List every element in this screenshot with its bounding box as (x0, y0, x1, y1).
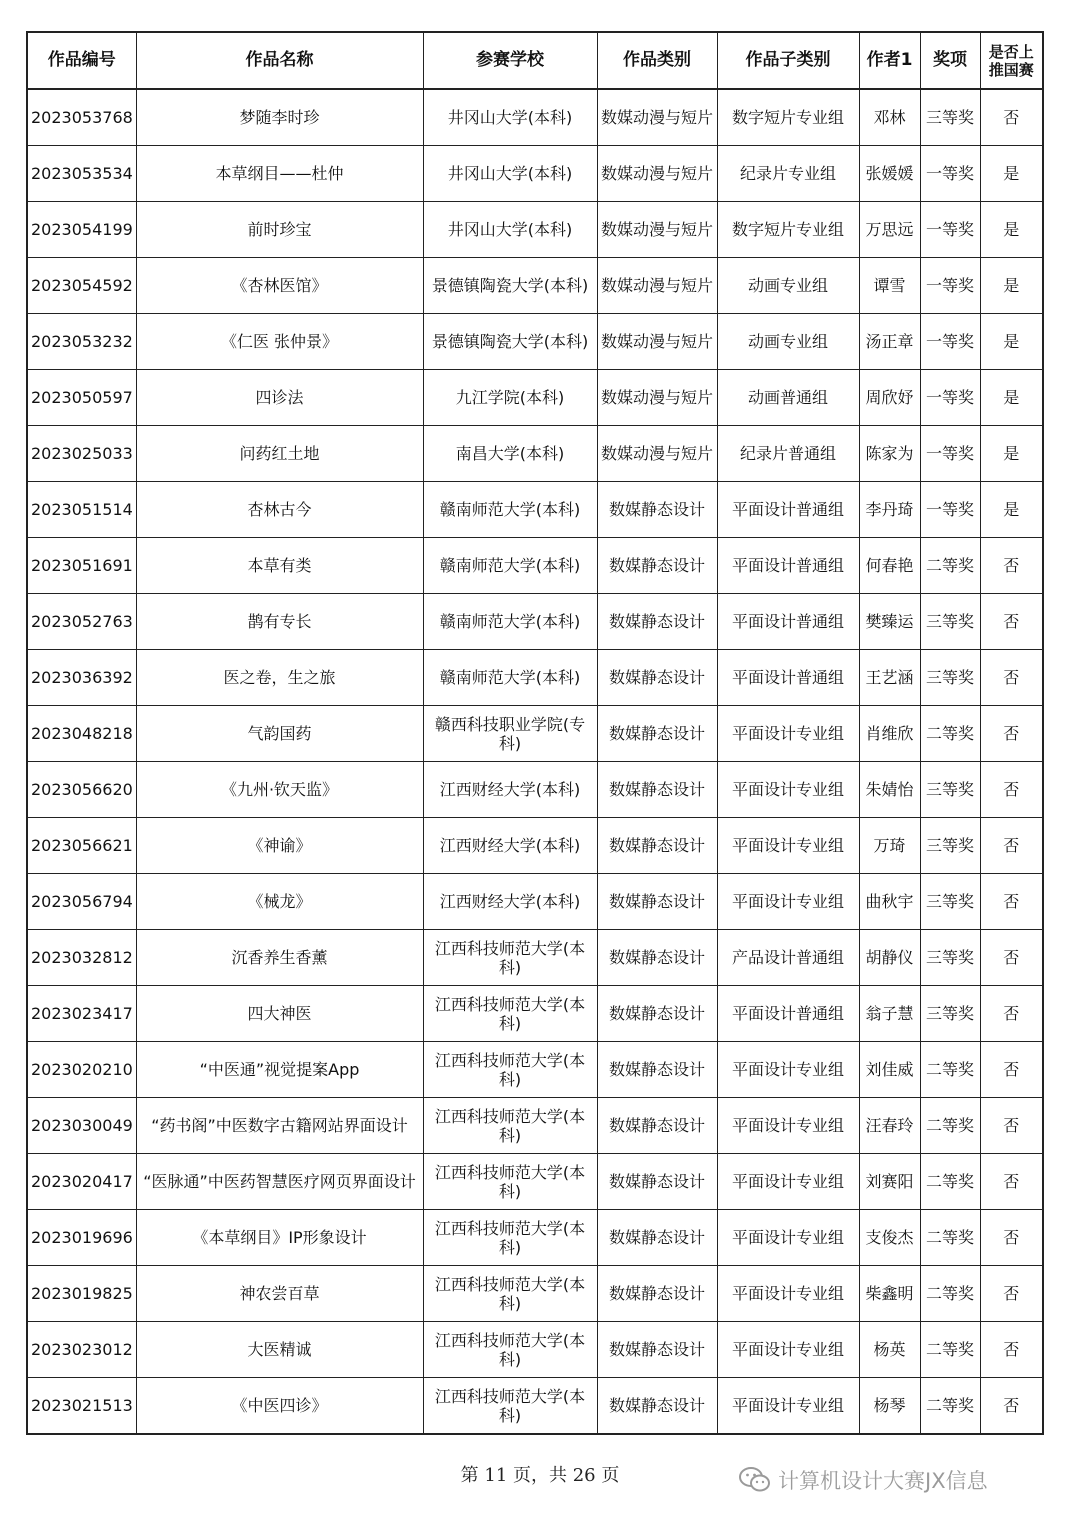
table-row (27, 89, 1043, 146)
cell-category: 数媒静态设计 (597, 1266, 717, 1322)
cell-award: 三等奖 (920, 89, 980, 146)
cell-id: 2023053232 (27, 314, 136, 370)
cell-school: 赣南师范大学(本科) (423, 538, 597, 594)
cell-award: 二等奖 (920, 706, 980, 762)
table-row (27, 146, 1043, 202)
cell-subcategory: 平面设计专业组 (717, 1098, 859, 1154)
cell-subcategory: 平面设计普通组 (717, 986, 859, 1042)
cell-subcategory: 平面设计专业组 (717, 706, 859, 762)
cell-school: 景德镇陶瓷大学(本科) (423, 314, 597, 370)
col-header-school: 参赛学校 (423, 32, 597, 89)
cell-subcategory: 产品设计普通组 (717, 930, 859, 986)
cell-subcategory: 平面设计专业组 (717, 874, 859, 930)
table-row (27, 818, 1043, 874)
table-row (27, 258, 1043, 314)
cell-subcategory: 动画专业组 (717, 314, 859, 370)
cell-award: 二等奖 (920, 1210, 980, 1266)
cell-category: 数媒静态设计 (597, 1322, 717, 1378)
table-row (27, 482, 1043, 538)
cell-national: 否 (980, 1042, 1043, 1098)
cell-category: 数媒静态设计 (597, 818, 717, 874)
cell-title: “中医通”视觉提案App (136, 1042, 423, 1098)
page-number: 第 11 页，共 26 页 (460, 1465, 620, 1486)
watermark (738, 1463, 988, 1497)
col-header-subcategory: 作品子类别 (717, 32, 859, 89)
table-row (27, 314, 1043, 370)
cell-title: 本草有类 (136, 538, 423, 594)
cell-id: 2023056794 (27, 874, 136, 930)
cell-school: 赣南师范大学(本科) (423, 594, 597, 650)
cell-national: 是 (980, 482, 1043, 538)
cell-category: 数媒静态设计 (597, 874, 717, 930)
cell-award: 三等奖 (920, 818, 980, 874)
cell-subcategory: 动画普通组 (717, 370, 859, 426)
table-row (27, 1210, 1043, 1266)
cell-category: 数媒动漫与短片 (597, 426, 717, 482)
cell-national: 否 (980, 594, 1043, 650)
cell-id: 2023025033 (27, 426, 136, 482)
cell-award: 二等奖 (920, 538, 980, 594)
cell-school: 江西财经大学(本科) (423, 762, 597, 818)
cell-school: 赣西科技职业学院(专科) (423, 706, 597, 762)
cell-category: 数媒静态设计 (597, 1210, 717, 1266)
cell-author: 万琦 (859, 818, 920, 874)
cell-title: 问药红土地 (136, 426, 423, 482)
cell-subcategory: 平面设计专业组 (717, 1042, 859, 1098)
cell-subcategory: 平面设计普通组 (717, 650, 859, 706)
cell-id: 2023030049 (27, 1098, 136, 1154)
cell-title: 四大神医 (136, 986, 423, 1042)
cell-category: 数媒静态设计 (597, 1154, 717, 1210)
table-row (27, 1098, 1043, 1154)
table-row (27, 706, 1043, 762)
cell-category: 数媒动漫与短片 (597, 258, 717, 314)
cell-author: 支俊杰 (859, 1210, 920, 1266)
cell-school: 井冈山大学(本科) (423, 202, 597, 258)
cell-school: 江西科技师范大学(本科) (423, 1042, 597, 1098)
cell-award: 一等奖 (920, 314, 980, 370)
cell-id: 2023053534 (27, 146, 136, 202)
cell-author: 柴鑫明 (859, 1266, 920, 1322)
cell-award: 一等奖 (920, 258, 980, 314)
cell-school: 赣南师范大学(本科) (423, 650, 597, 706)
cell-title: 《本草纲目》IP形象设计 (136, 1210, 423, 1266)
cell-category: 数媒静态设计 (597, 650, 717, 706)
cell-author: 樊臻运 (859, 594, 920, 650)
col-header-author: 作者1 (859, 32, 920, 89)
cell-id: 2023051514 (27, 482, 136, 538)
cell-school: 江西科技师范大学(本科) (423, 1266, 597, 1322)
cell-award: 一等奖 (920, 146, 980, 202)
cell-school: 赣南师范大学(本科) (423, 482, 597, 538)
cell-author: 肖维欣 (859, 706, 920, 762)
cell-title: 鹊有专长 (136, 594, 423, 650)
cell-id: 2023056620 (27, 762, 136, 818)
table-row (27, 874, 1043, 930)
wechat-icon (738, 1465, 772, 1495)
cell-title: 《九州·钦天监》 (136, 762, 423, 818)
cell-award: 二等奖 (920, 1098, 980, 1154)
cell-id: 2023020417 (27, 1154, 136, 1210)
cell-id: 2023054592 (27, 258, 136, 314)
cell-category: 数媒静态设计 (597, 538, 717, 594)
cell-category: 数媒动漫与短片 (597, 202, 717, 258)
cell-award: 三等奖 (920, 986, 980, 1042)
cell-category: 数媒静态设计 (597, 1378, 717, 1435)
cell-id: 2023051691 (27, 538, 136, 594)
table-row (27, 1042, 1043, 1098)
table-row (27, 986, 1043, 1042)
cell-national: 是 (980, 370, 1043, 426)
cell-category: 数媒动漫与短片 (597, 146, 717, 202)
cell-category: 数媒动漫与短片 (597, 314, 717, 370)
cell-national: 否 (980, 1378, 1043, 1435)
cell-id: 2023021513 (27, 1378, 136, 1435)
cell-school: 井冈山大学(本科) (423, 146, 597, 202)
cell-title: 《中医四诊》 (136, 1378, 423, 1435)
cell-author: 翁子慧 (859, 986, 920, 1042)
cell-award: 三等奖 (920, 930, 980, 986)
cell-award: 一等奖 (920, 370, 980, 426)
table-row (27, 538, 1043, 594)
cell-school: 井冈山大学(本科) (423, 89, 597, 146)
table-row (27, 370, 1043, 426)
cell-subcategory: 纪录片普通组 (717, 426, 859, 482)
cell-national: 是 (980, 202, 1043, 258)
cell-author: 汪春玲 (859, 1098, 920, 1154)
cell-id: 2023054199 (27, 202, 136, 258)
cell-award: 一等奖 (920, 202, 980, 258)
cell-id: 2023019696 (27, 1210, 136, 1266)
cell-title: 《械龙》 (136, 874, 423, 930)
table-row (27, 930, 1043, 986)
cell-title: 前时珍宝 (136, 202, 423, 258)
table-row (27, 594, 1043, 650)
cell-award: 三等奖 (920, 650, 980, 706)
cell-author: 邓林 (859, 89, 920, 146)
cell-national: 是 (980, 314, 1043, 370)
cell-author: 胡静仪 (859, 930, 920, 986)
cell-id: 2023036392 (27, 650, 136, 706)
watermark-text: 计算机设计大赛JX信息 (778, 1469, 988, 1493)
cell-category: 数媒静态设计 (597, 762, 717, 818)
col-header-category: 作品类别 (597, 32, 717, 89)
cell-subcategory: 动画专业组 (717, 258, 859, 314)
cell-author: 王艺涵 (859, 650, 920, 706)
cell-title: 神农尝百草 (136, 1266, 423, 1322)
cell-national: 否 (980, 538, 1043, 594)
cell-national: 否 (980, 1322, 1043, 1378)
cell-national: 否 (980, 1266, 1043, 1322)
cell-school: 江西科技师范大学(本科) (423, 1210, 597, 1266)
cell-subcategory: 平面设计专业组 (717, 1154, 859, 1210)
cell-author: 张媛媛 (859, 146, 920, 202)
cell-author: 谭雪 (859, 258, 920, 314)
cell-id: 2023053768 (27, 89, 136, 146)
table-row (27, 202, 1043, 258)
cell-subcategory: 平面设计专业组 (717, 1210, 859, 1266)
cell-national: 否 (980, 874, 1043, 930)
cell-title: “医脉通”中医药智慧医疗网页界面设计 (136, 1154, 423, 1210)
cell-subcategory: 纪录片专业组 (717, 146, 859, 202)
cell-author: 周欣妤 (859, 370, 920, 426)
cell-national: 否 (980, 930, 1043, 986)
table-row (27, 1322, 1043, 1378)
cell-title: 沉香养生香薰 (136, 930, 423, 986)
cell-id: 2023019825 (27, 1266, 136, 1322)
cell-author: 曲秋宇 (859, 874, 920, 930)
table-body (27, 89, 1043, 1434)
cell-title: 杏林古今 (136, 482, 423, 538)
cell-award: 二等奖 (920, 1266, 980, 1322)
cell-school: 江西科技师范大学(本科) (423, 986, 597, 1042)
cell-national: 否 (980, 1098, 1043, 1154)
cell-national: 是 (980, 426, 1043, 482)
cell-title: 《杏林医馆》 (136, 258, 423, 314)
cell-subcategory: 平面设计专业组 (717, 818, 859, 874)
cell-national: 是 (980, 146, 1043, 202)
cell-award: 二等奖 (920, 1042, 980, 1098)
cell-award: 一等奖 (920, 482, 980, 538)
cell-subcategory: 平面设计专业组 (717, 1322, 859, 1378)
cell-category: 数媒静态设计 (597, 706, 717, 762)
cell-award: 三等奖 (920, 762, 980, 818)
cell-category: 数媒静态设计 (597, 1042, 717, 1098)
cell-national: 否 (980, 706, 1043, 762)
cell-subcategory: 平面设计专业组 (717, 762, 859, 818)
table-row (27, 426, 1043, 482)
cell-national: 否 (980, 986, 1043, 1042)
cell-id: 2023032812 (27, 930, 136, 986)
table-row (27, 762, 1043, 818)
table-row (27, 1266, 1043, 1322)
cell-title: 大医精诚 (136, 1322, 423, 1378)
cell-title: 本草纲目——杜仲 (136, 146, 423, 202)
col-header-title: 作品名称 (136, 32, 423, 89)
cell-title: 梦随李时珍 (136, 89, 423, 146)
cell-school: 景德镇陶瓷大学(本科) (423, 258, 597, 314)
cell-subcategory: 数字短片专业组 (717, 202, 859, 258)
cell-national: 否 (980, 1210, 1043, 1266)
cell-author: 陈家为 (859, 426, 920, 482)
cell-national: 否 (980, 818, 1043, 874)
cell-title: 医之卷，生之旅 (136, 650, 423, 706)
cell-title: 气韵国药 (136, 706, 423, 762)
cell-id: 2023056621 (27, 818, 136, 874)
cell-subcategory: 平面设计普通组 (717, 594, 859, 650)
cell-category: 数媒静态设计 (597, 986, 717, 1042)
cell-title: 《神谕》 (136, 818, 423, 874)
cell-school: 江西财经大学(本科) (423, 874, 597, 930)
cell-national: 否 (980, 89, 1043, 146)
cell-national: 否 (980, 650, 1043, 706)
cell-category: 数媒动漫与短片 (597, 370, 717, 426)
cell-author: 杨琴 (859, 1378, 920, 1435)
cell-subcategory: 平面设计普通组 (717, 482, 859, 538)
cell-school: 江西科技师范大学(本科) (423, 1378, 597, 1435)
cell-subcategory: 平面设计普通组 (717, 538, 859, 594)
cell-award: 二等奖 (920, 1378, 980, 1435)
col-header-national: 是否上推国赛 (980, 32, 1043, 89)
cell-subcategory: 平面设计专业组 (717, 1266, 859, 1322)
awards-table (26, 31, 1044, 1435)
table-row (27, 1378, 1043, 1435)
cell-school: 南昌大学(本科) (423, 426, 597, 482)
cell-school: 江西科技师范大学(本科) (423, 1322, 597, 1378)
cell-author: 万思远 (859, 202, 920, 258)
cell-id: 2023052763 (27, 594, 136, 650)
cell-title: “药书阁”中医数字古籍网站界面设计 (136, 1098, 423, 1154)
cell-author: 刘佳威 (859, 1042, 920, 1098)
cell-school: 九江学院(本科) (423, 370, 597, 426)
cell-award: 二等奖 (920, 1154, 980, 1210)
cell-school: 江西科技师范大学(本科) (423, 1098, 597, 1154)
cell-school: 江西科技师范大学(本科) (423, 1154, 597, 1210)
cell-school: 江西财经大学(本科) (423, 818, 597, 874)
cell-author: 汤正章 (859, 314, 920, 370)
cell-subcategory: 数字短片专业组 (717, 89, 859, 146)
cell-title: 四诊法 (136, 370, 423, 426)
cell-national: 否 (980, 762, 1043, 818)
table-row (27, 1154, 1043, 1210)
cell-award: 二等奖 (920, 1322, 980, 1378)
table-header-row (27, 32, 1043, 89)
cell-category: 数媒动漫与短片 (597, 89, 717, 146)
col-header-award: 奖项 (920, 32, 980, 89)
cell-title: 《仁医 张仲景》 (136, 314, 423, 370)
cell-category: 数媒静态设计 (597, 594, 717, 650)
cell-school: 江西科技师范大学(本科) (423, 930, 597, 986)
cell-author: 朱婧怡 (859, 762, 920, 818)
cell-author: 何春艳 (859, 538, 920, 594)
cell-author: 刘赛阳 (859, 1154, 920, 1210)
cell-id: 2023048218 (27, 706, 136, 762)
cell-award: 三等奖 (920, 594, 980, 650)
cell-id: 2023020210 (27, 1042, 136, 1098)
col-header-id: 作品编号 (27, 32, 136, 89)
cell-id: 2023023417 (27, 986, 136, 1042)
cell-author: 杨英 (859, 1322, 920, 1378)
table-row (27, 650, 1043, 706)
cell-subcategory: 平面设计专业组 (717, 1378, 859, 1435)
cell-national: 否 (980, 1154, 1043, 1210)
cell-award: 一等奖 (920, 426, 980, 482)
cell-id: 2023023012 (27, 1322, 136, 1378)
cell-category: 数媒静态设计 (597, 482, 717, 538)
cell-award: 三等奖 (920, 874, 980, 930)
cell-category: 数媒静态设计 (597, 930, 717, 986)
cell-id: 2023050597 (27, 370, 136, 426)
cell-author: 李丹琦 (859, 482, 920, 538)
cell-category: 数媒静态设计 (597, 1098, 717, 1154)
cell-national: 是 (980, 258, 1043, 314)
